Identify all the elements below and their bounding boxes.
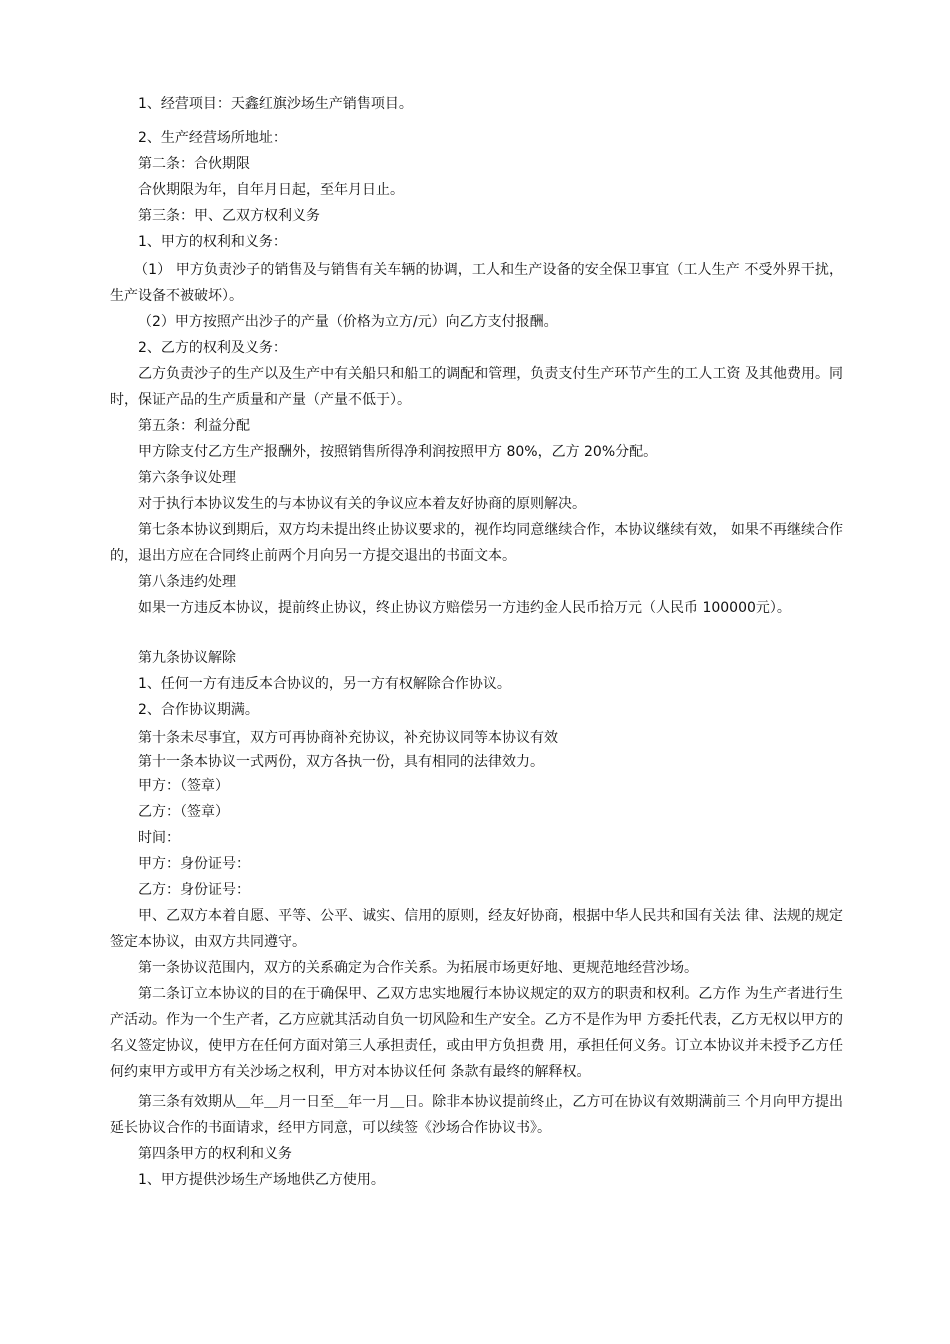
paragraph-termination-1: 1、任何一方有违反本合协议的，另一方有权解除合作协议。 xyxy=(138,676,511,692)
id-number-party-b: 乙方：身份证号： xyxy=(138,882,250,898)
paragraph-article-2-purpose: 第二条订立本协议的目的在于确保甲、乙双方忠实地履行本协议规定的双方的职责和权利。乙方作 为生产者进行生产活动。作为一个生产者，乙方应就其活动自负一切风险和生产安全。乙方不是作为甲 方委托代表，乙方无权以甲方的名义签定协议，使甲方在任何方面对第三人承担责任，或由甲方负担费 用，承担任何义务。订立本协议并未授予乙方任何约束甲方或甲方有关沙场之权利，甲方对本协议任何 条款有最终的解释权。 xyxy=(110,986,843,1080)
paragraph-site-provision: 1、甲方提供沙场生产场地供乙方使用。 xyxy=(138,1172,385,1188)
heading-article-3: 第三条：甲、乙双方权利义务 xyxy=(138,208,320,224)
paragraph-business-item: 1、经营项目：天鑫红旗沙场生产销售项目。 xyxy=(138,96,413,112)
paragraph-address: 2、生产经营场所地址： xyxy=(138,130,287,146)
paragraph-article-3-validity: 第三条有效期从＿年＿月一日至＿年一月＿日。除非本协议提前终止，乙方可在协议有效期满前三 个月向甲方提出延长协议合作的书面请求，经甲方同意，可以续签《沙场合作协议书》。 xyxy=(110,1094,843,1136)
id-number-party-a: 甲方：身份证号： xyxy=(138,856,250,872)
signature-party-a: 甲方：（签章） xyxy=(138,778,229,794)
paragraph-term: 合伙期限为年，自年月日起，至年月日止。 xyxy=(138,182,404,198)
heading-article-5: 第五条：利益分配 xyxy=(138,418,250,434)
paragraph-article-10: 第十条未尽事宜，双方可再协商补充协议，补充协议同等本协议有效 xyxy=(138,730,558,746)
paragraph-dispute: 对于执行本协议发生的与本协议有关的争议应本着友好协商的原则解决。 xyxy=(138,496,586,512)
paragraph-profit-split: 甲方除支付乙方生产报酬外，按照销售所得净利润按照甲方 80%，乙方 20%分配。 xyxy=(138,444,658,460)
heading-article-4: 第四条甲方的权利和义务 xyxy=(138,1146,292,1162)
paragraph-preamble: 甲、乙双方本着自愿、平等、公平、诚实、信用的原则，经友好协商，根据中华人民共和国有关法 律、法规的规定签定本协议，由双方共同遵守。 xyxy=(110,908,843,950)
paragraph-article-11: 第十一条本协议一式两份，双方各执一份，具有相同的法律效力。 xyxy=(138,754,544,770)
heading-article-6: 第六条争议处理 xyxy=(138,470,236,486)
signature-date: 时间： xyxy=(138,830,180,846)
heading-article-9: 第九条协议解除 xyxy=(138,650,236,666)
heading-article-8: 第八条违约处理 xyxy=(138,574,236,590)
paragraph-article-1: 第一条协议范围内，双方的关系确定为合作关系。为拓展市场更好地、更规范地经营沙场。 xyxy=(138,960,698,976)
paragraph-party-a-item-2: （2）甲方按照产出沙子的产量（价格为立方/元）向乙方支付报酬。 xyxy=(138,314,558,330)
paragraph-article-7: 第七条本协议到期后，双方均未提出终止协议要求的，视作均同意继续合作，本协议继续有效， 如果不再继续合作的，退出方应在合同终止前两个月向另一方提交退出的书面文本。 xyxy=(110,522,843,564)
paragraph-party-b-duties: 乙方负责沙子的生产以及生产中有关船只和船工的调配和管理，负责支付生产环节产生的工人工资 及其他费用。同时，保证产品的生产质量和产量（产量不低于）。 xyxy=(110,366,843,408)
paragraph-termination-2: 2、合作协议期满。 xyxy=(138,702,259,718)
paragraph-party-a-item-1: （1） 甲方负责沙子的销售及与销售有关车辆的协调，工人和生产设备的安全保卫事宜（工人生产 不受外界干扰，生产设备不被破坏）。 xyxy=(110,262,843,304)
heading-article-2: 第二条：合伙期限 xyxy=(138,156,250,172)
signature-party-b: 乙方：（签章） xyxy=(138,804,229,820)
paragraph-party-b-rights: 2、乙方的权利及义务： xyxy=(138,340,287,356)
paragraph-party-a-rights: 1、甲方的权利和义务： xyxy=(138,234,287,250)
paragraph-breach: 如果一方违反本协议，提前终止协议，终止协议方赔偿另一方违约金人民币拾万元（人民币 100000元）。 xyxy=(138,600,791,616)
